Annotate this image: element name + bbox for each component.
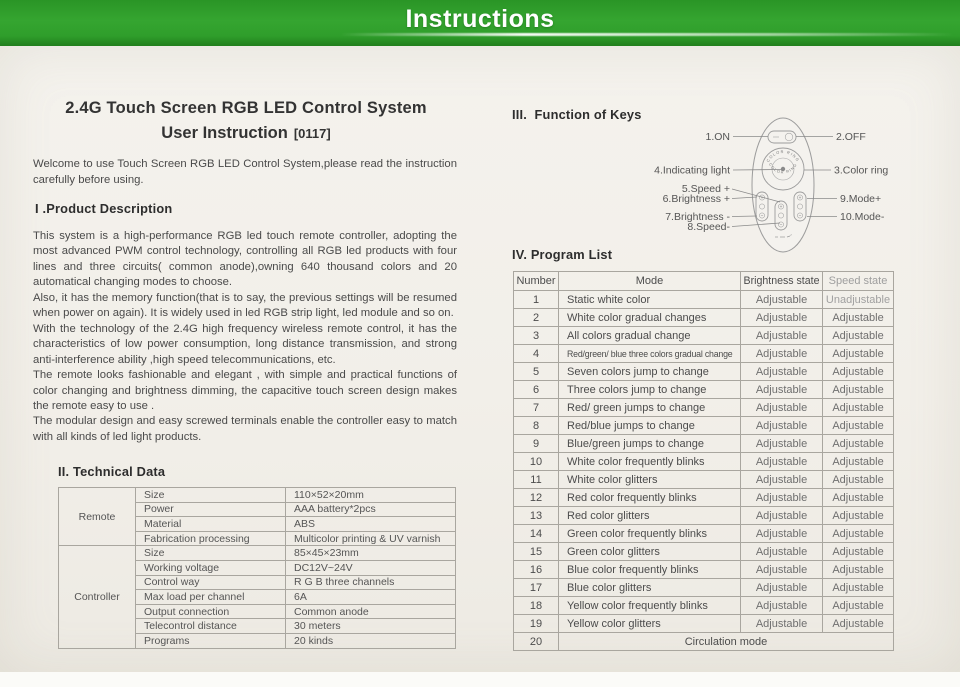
banner-glow-line [340, 33, 955, 36]
tech-property-cell: Power [136, 502, 286, 517]
table-header-row [514, 272, 894, 291]
brightness-state: Adjustable [741, 615, 823, 633]
product-description [33, 229, 457, 445]
program-mode: Blue color frequently blinks [559, 561, 741, 579]
table-row [514, 345, 894, 363]
table-row [59, 546, 456, 561]
table-row [514, 453, 894, 471]
tech-value-cell: 20 kinds [286, 633, 456, 648]
program-number: 13 [514, 507, 559, 525]
tech-value-cell: 85×45×23mm [286, 546, 456, 561]
program-mode: Green color glitters [559, 543, 741, 561]
tech-property-cell: Output connection [136, 604, 286, 619]
tech-value-cell: 30 meters [286, 619, 456, 634]
tech-property-cell: Programs [136, 633, 286, 648]
program-number: 2 [514, 309, 559, 327]
speed-state: Adjustable [823, 489, 894, 507]
speed-state: Adjustable [823, 579, 894, 597]
speed-state: Adjustable [823, 615, 894, 633]
col-header-speed-state: Speed state [823, 272, 894, 291]
speed-state: Adjustable [823, 417, 894, 435]
table-row [514, 543, 894, 561]
brightness-state: Adjustable [741, 309, 823, 327]
program-number: 7 [514, 399, 559, 417]
program-number: 5 [514, 363, 559, 381]
tech-property-cell: Size [136, 546, 286, 561]
program-table-header [514, 272, 894, 291]
section-heading-product-description: I .Product Description [35, 201, 173, 216]
label-on: 1.ON [705, 131, 730, 143]
table-row [514, 291, 894, 309]
program-mode: Red/ green jumps to change [559, 399, 741, 417]
description-paragraph: Also, it has the memory function(that is to say, the previous settings will be resumed when power on again). It is widely used in led RGB strip light, led module and so on. [33, 291, 457, 320]
program-mode: Yellow color frequently blinks [559, 597, 741, 615]
program-mode: Seven colors jump to change [559, 363, 741, 381]
speed-state: Adjustable [823, 561, 894, 579]
table-row [514, 417, 894, 435]
speed-state: Adjustable [823, 345, 894, 363]
program-mode: White color glitters [559, 471, 741, 489]
section-heading-program-list: IV. Program List [512, 247, 613, 262]
brightness-state: Adjustable [741, 417, 823, 435]
col-header-number: Number [514, 272, 559, 291]
program-mode: Static white color [559, 291, 741, 309]
table-row [514, 615, 894, 633]
speed-state: Adjustable [823, 363, 894, 381]
table-row [514, 597, 894, 615]
section-heading-function-of-keys: III. Function of Keys [512, 107, 642, 122]
program-number: 9 [514, 435, 559, 453]
program-number: 12 [514, 489, 559, 507]
program-list-table [513, 271, 894, 651]
tech-property-cell: Control way [136, 575, 286, 590]
description-paragraph: With the technology of the 2.4G high frequency wireless remote control, it has the characteristics of low power consumption, long distance transmission, and strong anti-interference ability ,high speed telecommunications, etc. [33, 322, 457, 366]
program-mode: Red color frequently blinks [559, 489, 741, 507]
table-row [514, 363, 894, 381]
welcome-paragraph: Welcome to use Touch Screen RGB LED Control System,please read the instruction carefully before using. [33, 158, 457, 186]
ring-text-top: COLOR RING [765, 148, 801, 163]
table-row [59, 488, 456, 503]
program-mode: White color frequently blinks [559, 453, 741, 471]
document-subtitle: User Instruction [161, 124, 288, 142]
table-row [514, 507, 894, 525]
tech-property-cell: Size [136, 488, 286, 503]
table-row [514, 399, 894, 417]
remote-body [752, 118, 814, 252]
table-row [514, 525, 894, 543]
description-paragraph: The remote looks fashionable and elegant , with simple and practical functions of color changing and brightness dimming, the capacitive touch screen design makes the remote easy to use . [33, 369, 457, 412]
tech-value-cell: R G B three channels [286, 575, 456, 590]
program-mode: Three colors jump to change [559, 381, 741, 399]
brightness-state: Adjustable [741, 363, 823, 381]
brightness-state: Adjustable [741, 453, 823, 471]
speed-state: Adjustable [823, 543, 894, 561]
col-header-brightness-state: Brightness state [741, 272, 823, 291]
tech-value-cell: 6A [286, 590, 456, 605]
label-off: 2.OFF [836, 131, 866, 143]
header-banner [0, 0, 960, 46]
brightness-state: Adjustable [741, 543, 823, 561]
tech-property-cell: Telecontrol distance [136, 619, 286, 634]
brightness-state: Adjustable [741, 435, 823, 453]
program-table-footer [514, 633, 894, 651]
program-number: 16 [514, 561, 559, 579]
ring-text-bottom: COLOR RING [768, 161, 798, 175]
program-number: 17 [514, 579, 559, 597]
label-mode-plus: 9.Mode+ [840, 193, 882, 205]
brightness-state: Adjustable [741, 525, 823, 543]
program-mode: Red color glitters [559, 507, 741, 525]
program-mode: Yellow color glitters [559, 615, 741, 633]
speed-state: Adjustable [823, 525, 894, 543]
speed-state: Adjustable [823, 453, 894, 471]
brightness-state: Adjustable [741, 471, 823, 489]
brightness-state: Adjustable [741, 597, 823, 615]
tech-property-cell: Fabrication processing [136, 531, 286, 546]
description-paragraph: The modular design and easy screwed terminals enable the controller easy to match with all kinds of led light products. [33, 415, 457, 443]
tech-value-cell: AAA battery*2pcs [286, 502, 456, 517]
program-mode: Red/green/ blue three colors gradual change [559, 345, 741, 363]
table-row [514, 435, 894, 453]
program-number: 15 [514, 543, 559, 561]
program-mode: Red/blue jumps to change [559, 417, 741, 435]
tech-value-cell: Multicolor printing & UV varnish [286, 531, 456, 546]
document-title-line2 [30, 124, 462, 143]
col-header-mode: Mode [559, 272, 741, 291]
technical-data-table [58, 487, 456, 649]
speed-state: Adjustable [823, 381, 894, 399]
table-row [514, 561, 894, 579]
remote-diagram [600, 110, 940, 255]
brightness-state: Adjustable [741, 561, 823, 579]
tech-group-cell: Remote [59, 488, 136, 546]
program-mode: Green color frequently blinks [559, 525, 741, 543]
tech-value-cell: DC12V~24V [286, 560, 456, 575]
brightness-state: Adjustable [741, 291, 823, 309]
brightness-state: Adjustable [741, 345, 823, 363]
brightness-state: Adjustable [741, 489, 823, 507]
program-number: 8 [514, 417, 559, 435]
program-mode: Blue/green jumps to change [559, 435, 741, 453]
program-table-body [514, 291, 894, 633]
document-code: [0117] [293, 126, 331, 141]
label-speed-minus: 8.Speed- [687, 221, 730, 233]
speed-state: Adjustable [823, 435, 894, 453]
table-row [514, 579, 894, 597]
technical-table-body [59, 488, 456, 649]
speed-state: Unadjustable [823, 291, 894, 309]
speed-state: Adjustable [823, 597, 894, 615]
speed-state: Adjustable [823, 399, 894, 417]
tech-property-cell: Working voltage [136, 560, 286, 575]
program-number: 18 [514, 597, 559, 615]
program-number: 6 [514, 381, 559, 399]
brightness-state: Adjustable [741, 507, 823, 525]
label-mode-minus: 10.Mode- [840, 211, 885, 223]
program-number: 3 [514, 327, 559, 345]
tech-group-cell: Controller [59, 546, 136, 648]
program-mode: Blue color glitters [559, 579, 741, 597]
program-mode: Circulation mode [559, 633, 894, 651]
label-speed-plus: 5.Speed + [681, 183, 730, 195]
brightness-state: Adjustable [741, 399, 823, 417]
label-brightness-minus: 7.Brightness - [665, 211, 730, 223]
tech-value-cell: Common anode [286, 604, 456, 619]
program-number: 4 [514, 345, 559, 363]
program-mode: White color gradual changes [559, 309, 741, 327]
program-number: 14 [514, 525, 559, 543]
leader-line-brightness-minus [732, 216, 757, 217]
label-color-ring: 3.Color ring [834, 164, 889, 177]
tech-value-cell: ABS [286, 517, 456, 532]
program-number: 19 [514, 615, 559, 633]
speed-state: Adjustable [823, 309, 894, 327]
page-title: Instructions [405, 5, 555, 33]
tech-value-cell: 110×52×20mm [286, 488, 456, 503]
description-paragraph: This system is a high-performance RGB led touch remote controller, adopting the most advanced PWM control technology, controlling all RGB led products with four lines and three circuits( common anode),owning 640 thousand colors and 20 automatical changing modes to choose. [33, 230, 457, 289]
program-mode: All colors gradual change [559, 327, 741, 345]
label-indicating-light: 4.Indicating light [654, 164, 730, 177]
label-brightness-plus: 6.Brightness + [662, 193, 730, 205]
tech-property-cell: Material [136, 517, 286, 532]
brightness-state: Adjustable [741, 327, 823, 345]
leader-line-indicating-light [733, 170, 781, 171]
table-row [514, 489, 894, 507]
table-row [514, 633, 894, 651]
program-number: 20 [514, 633, 559, 651]
table-row [514, 327, 894, 345]
section-heading-technical-data: II. Technical Data [58, 464, 166, 479]
speed-state: Adjustable [823, 507, 894, 525]
table-row [514, 309, 894, 327]
table-row [514, 471, 894, 489]
document-title-line1: 2.4G Touch Screen RGB LED Control System [65, 99, 427, 117]
document-title [30, 99, 462, 143]
speed-state: Adjustable [823, 471, 894, 489]
brightness-state: Adjustable [741, 579, 823, 597]
program-number: 10 [514, 453, 559, 471]
tech-property-cell: Max load per channel [136, 590, 286, 605]
speed-state: Adjustable [823, 327, 894, 345]
program-number: 1 [514, 291, 559, 309]
table-row [514, 381, 894, 399]
brightness-state: Adjustable [741, 381, 823, 399]
program-number: 11 [514, 471, 559, 489]
